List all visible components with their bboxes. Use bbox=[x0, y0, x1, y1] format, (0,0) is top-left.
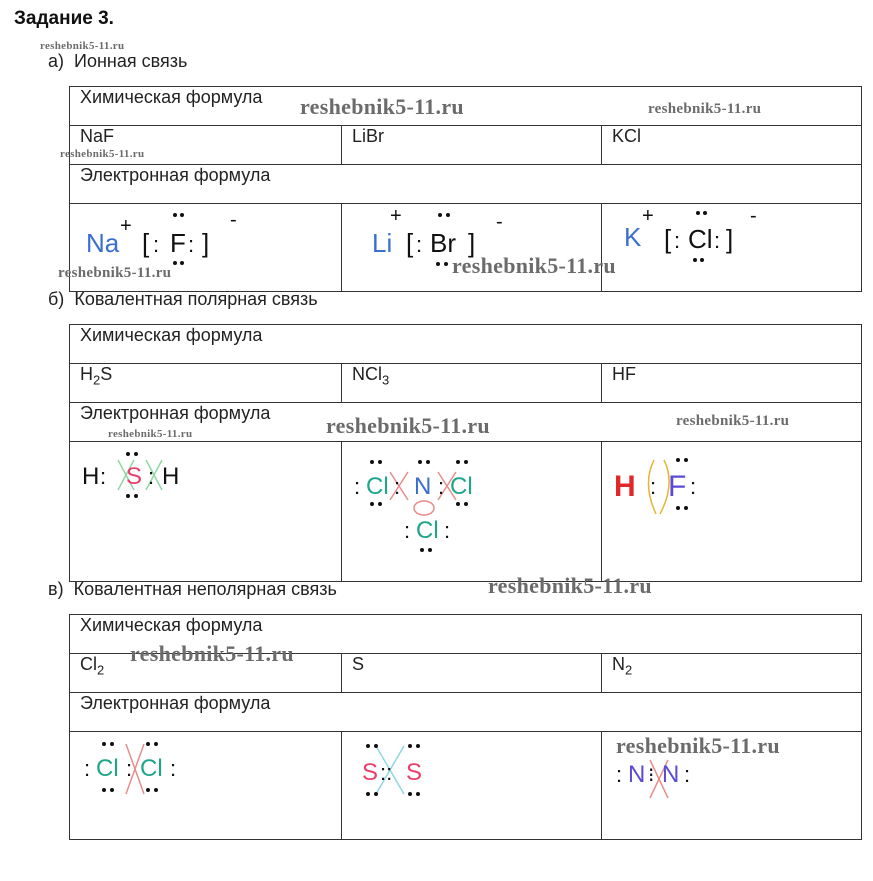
bracket-close: ] bbox=[726, 224, 734, 254]
cl-symbol: Cl bbox=[450, 473, 473, 500]
svg-text:⁝: ⁝ bbox=[648, 765, 655, 787]
cl-symbol: Cl bbox=[416, 517, 439, 544]
polar-formula-hf: HF bbox=[602, 364, 862, 403]
electron-dot bbox=[693, 258, 697, 262]
svg-text::: : bbox=[690, 474, 697, 499]
f-symbol: F bbox=[170, 228, 186, 258]
ionic-formula-kcl: KCl bbox=[602, 126, 862, 165]
nonpolar-diagram-s bbox=[342, 732, 602, 840]
svg-text::: : bbox=[616, 762, 623, 787]
electron-dot bbox=[438, 213, 442, 217]
polar-chem-header: Химическая формула bbox=[70, 325, 862, 364]
page-title: Задание 3. bbox=[14, 8, 114, 29]
electron-pair: : bbox=[674, 228, 681, 253]
n-symbol: N bbox=[414, 473, 432, 500]
electron-dot bbox=[173, 213, 177, 217]
watermark: reshebnik5-11.ru bbox=[648, 101, 762, 117]
nonpolar-formula-n2: $N_2$ bbox=[602, 654, 862, 693]
electron-pair: : bbox=[416, 232, 423, 257]
svg-text::: : bbox=[684, 762, 691, 787]
section-a-heading bbox=[48, 51, 187, 72]
electron-dot bbox=[446, 213, 450, 217]
svg-text::: : bbox=[84, 756, 91, 781]
nonpolar-formula-cl2: $Cl_2$ bbox=[70, 654, 342, 693]
svg-text::: : bbox=[404, 518, 411, 543]
electron-pair: : bbox=[153, 232, 160, 257]
na-plus: + bbox=[120, 215, 132, 237]
n-symbol: N bbox=[662, 761, 680, 788]
cl-minus: - bbox=[750, 205, 757, 227]
ionic-formula-libr: LiBr bbox=[342, 126, 602, 165]
k-symbol: K bbox=[624, 222, 642, 252]
svg-text::: : bbox=[126, 756, 133, 781]
cl-symbol: Cl bbox=[366, 473, 389, 500]
electron-dot bbox=[180, 261, 184, 265]
svg-text::: : bbox=[354, 474, 361, 499]
polar-diagram-hf bbox=[602, 442, 862, 582]
polar-diagram-ncl3 bbox=[342, 442, 602, 582]
watermark: reshebnik5-11.ru bbox=[326, 413, 490, 438]
svg-text::: : bbox=[444, 518, 451, 543]
n-symbol: N bbox=[628, 761, 646, 788]
section-b-marker: б) bbox=[48, 289, 65, 309]
br-minus: - bbox=[496, 211, 503, 233]
nonpolar-electron-header: Электронная формула bbox=[70, 693, 862, 732]
electron-pair: : bbox=[148, 464, 155, 489]
watermark: reshebnik5-11.ru bbox=[452, 253, 616, 278]
section-c-label: Ковалентная неполярная связь bbox=[73, 579, 337, 599]
polar-diagram-h2s bbox=[70, 442, 342, 582]
section-a-marker: а) bbox=[48, 51, 65, 71]
electron-dot bbox=[703, 211, 707, 215]
bracket-open: [ bbox=[406, 228, 414, 258]
section-b-heading bbox=[48, 289, 318, 310]
section-c-marker: в) bbox=[48, 579, 64, 599]
na-symbol: Na bbox=[86, 228, 120, 258]
polar-electron-header: Электронная формула bbox=[70, 403, 862, 442]
h-symbol: H bbox=[162, 463, 180, 490]
electron-pair: : bbox=[188, 232, 195, 257]
nonpolar-formula-s: S bbox=[342, 654, 602, 693]
svg-text::: : bbox=[438, 474, 445, 499]
cl-symbol: Cl bbox=[140, 755, 163, 782]
h-symbol: H bbox=[614, 470, 636, 503]
nonpolar-diagram-cl2 bbox=[70, 732, 342, 840]
electron-dot bbox=[444, 262, 448, 266]
watermark: reshebnik5-11.ru bbox=[58, 265, 172, 281]
cl-symbol: Cl bbox=[96, 755, 119, 782]
electron-pair: : bbox=[714, 228, 721, 253]
f-minus: - bbox=[230, 209, 237, 231]
li-plus: + bbox=[390, 205, 402, 227]
section-c-heading bbox=[48, 579, 337, 600]
br-symbol: Br bbox=[430, 228, 456, 258]
electron-dot bbox=[436, 262, 440, 266]
svg-text::: : bbox=[650, 474, 657, 499]
bracket-close: ] bbox=[468, 228, 476, 258]
electron-dot bbox=[700, 258, 704, 262]
electron-dot bbox=[173, 261, 177, 265]
s-symbol: S bbox=[126, 463, 143, 490]
electron-pair: : bbox=[100, 464, 107, 489]
electron-dot bbox=[180, 213, 184, 217]
watermark: reshebnik5-11.ru bbox=[108, 428, 193, 440]
cl-symbol: Cl bbox=[688, 224, 713, 254]
f-symbol: F bbox=[668, 470, 687, 503]
s-symbol: S bbox=[406, 759, 423, 786]
watermark: reshebnik5-11.ru bbox=[130, 641, 294, 666]
polar-formula-ncl3: NCl$_3$ bbox=[342, 364, 602, 403]
k-plus: + bbox=[642, 205, 654, 227]
watermark: reshebnik5-11.ru bbox=[300, 94, 464, 119]
svg-text::: : bbox=[394, 474, 401, 499]
ionic-formula-naf: NaF bbox=[70, 126, 342, 165]
section-b-label: Ковалентная полярная связь bbox=[74, 289, 318, 309]
watermark: reshebnik5-11.ru bbox=[40, 40, 125, 52]
electron-dot bbox=[696, 211, 700, 215]
bracket-open: [ bbox=[142, 228, 150, 258]
polar-table bbox=[69, 324, 862, 582]
svg-text::: : bbox=[170, 756, 177, 781]
bracket-close: ] bbox=[202, 228, 210, 258]
li-symbol: Li bbox=[372, 228, 393, 258]
ionic-diagram-kcl bbox=[602, 204, 862, 292]
watermark: reshebnik5-11.ru bbox=[60, 148, 145, 160]
ionic-electron-header: Электронная формула bbox=[70, 165, 862, 204]
polar-formula-h2s: $H_2S$ bbox=[70, 364, 342, 403]
s-symbol: S bbox=[362, 759, 379, 786]
watermark: reshebnik5-11.ru bbox=[676, 413, 790, 429]
watermark: reshebnik5-11.ru bbox=[488, 573, 652, 598]
ionic-chem-header: Химическая формула bbox=[70, 87, 862, 126]
section-a-label: Ионная связь bbox=[74, 51, 188, 71]
svg-text:::: :: bbox=[380, 760, 393, 785]
bracket-open: [ bbox=[664, 224, 672, 254]
watermark: reshebnik5-11.ru bbox=[616, 733, 780, 758]
nonpolar-chem-header: Химическая формула bbox=[70, 615, 862, 654]
h-symbol: H bbox=[82, 463, 100, 490]
